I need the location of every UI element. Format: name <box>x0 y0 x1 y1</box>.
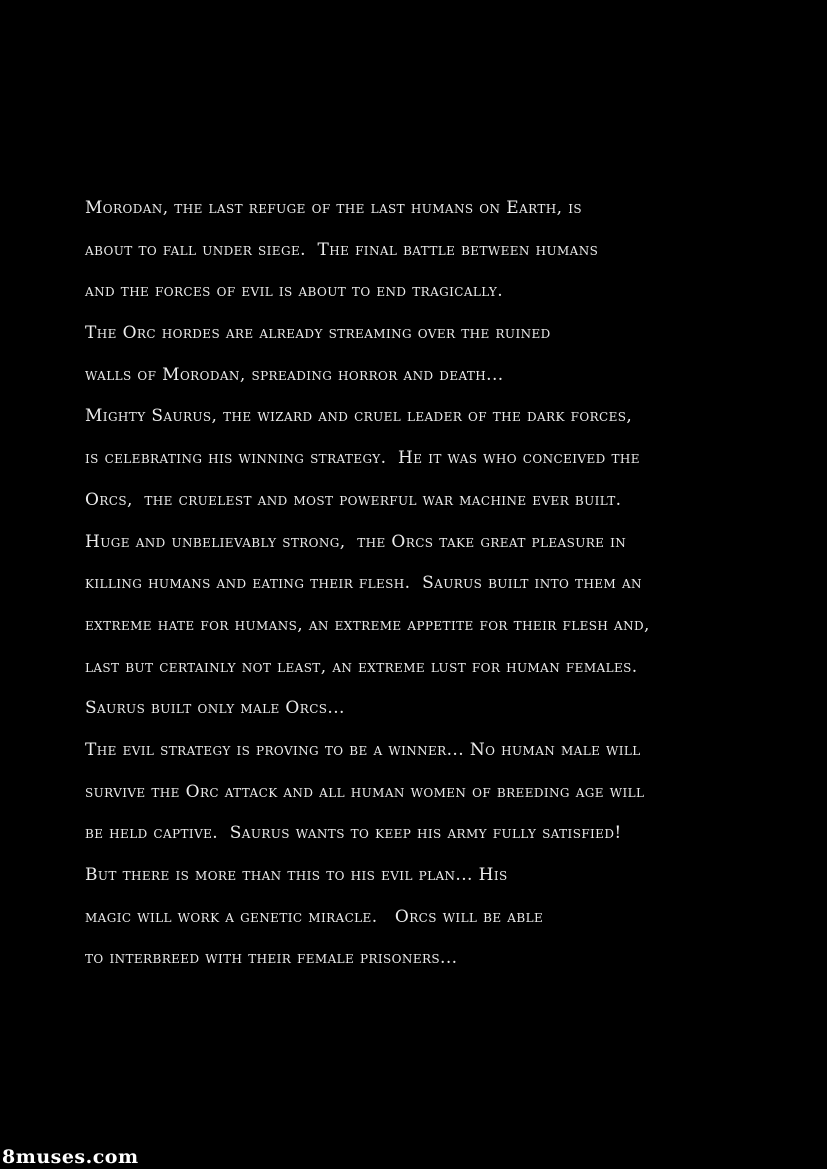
story-line-19: to interbreed with their female prisoners... <box>85 948 458 969</box>
story-text-block <box>85 190 785 982</box>
story-line-8: Orcs, the cruelest and most powerful war machine ever built. <box>85 489 622 510</box>
story-line-13: Saurus built only male Orcs... <box>85 698 345 719</box>
story-line-2: about to fall under siege. The final battle between humans <box>85 239 599 260</box>
story-line-5: walls of Morodan, spreading horror and death... <box>85 364 504 385</box>
story-line-11: extreme hate for humans, an extreme appetite for their flesh and, <box>85 614 650 635</box>
story-line-17: But there is more than this to his evil plan... His <box>85 865 508 885</box>
story-line-4: The Orc hordes are already streaming over the ruined <box>85 323 551 344</box>
story-line-16: be held captive. Saurus wants to keep his army fully satisfied! <box>85 823 622 844</box>
story-line-9: Huge and unbelievably strong, the Orcs take great pleasure in <box>85 531 627 552</box>
story-line-3: and the forces of evil is about to end tragically. <box>85 281 504 302</box>
story-line-12: last but certainly not least, an extreme lust for human females. <box>85 656 638 677</box>
story-line-15: survive the Orc attack and all human women of breeding age will <box>85 781 645 802</box>
story-line-18: magic will work a genetic miracle. Orcs will be able <box>85 906 544 927</box>
site-watermark: 8muses.com <box>2 1146 139 1168</box>
story-line-14: The evil strategy is proving to be a winner... No human male will <box>85 739 641 760</box>
story-line-6: Mighty Saurus, the wizard and cruel leader of the dark forces, <box>85 406 633 427</box>
story-line-7: is celebrating his winning strategy. He it was who conceived the <box>85 448 640 469</box>
story-line-1: Morodan, the last refuge of the last humans on Earth, is <box>85 198 582 218</box>
story-line-10: killing humans and eating their flesh. Saurus built into them an <box>85 573 642 594</box>
